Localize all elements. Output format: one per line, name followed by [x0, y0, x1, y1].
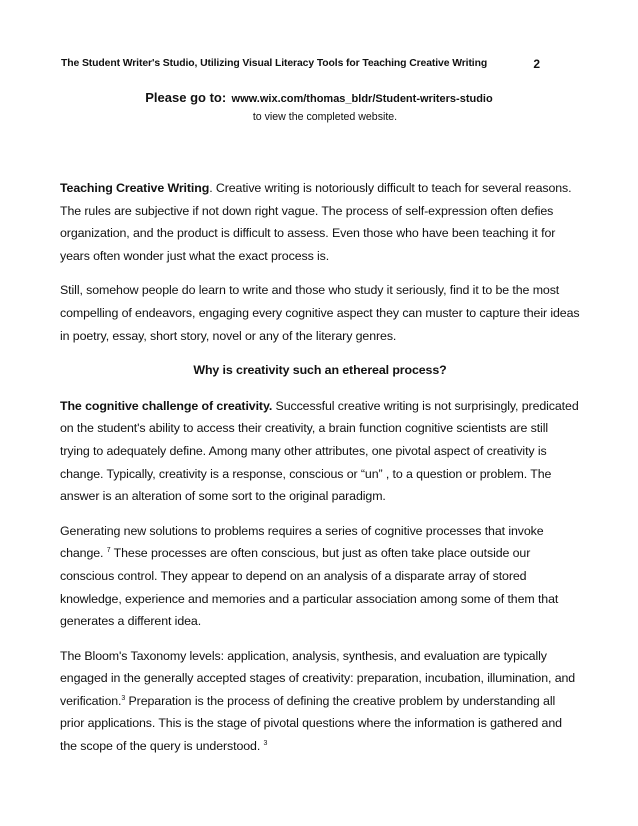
- running-header: [61, 58, 551, 69]
- footnote-ref: 7: [106, 547, 111, 555]
- footnote-ref: 3: [263, 739, 268, 747]
- paragraph-lead: Teaching Creative Writing: [60, 181, 210, 195]
- paragraph-text: Generating new solutions to problems requires a series of cognitive processes that invoke change.: [60, 523, 544, 561]
- page-number: 2: [533, 57, 540, 71]
- paragraph-text: Preparation is the process of defining the creative problem by understanding all prior applications. This is the stage of pivotal questions where the information is gathered and the scope of the query is understood.: [60, 693, 562, 754]
- header-title: The Student Writer's Studio, Utilizing Visual Literacy Tools for Teaching Creative Writing: [61, 58, 488, 69]
- footnote-ref: 3: [121, 694, 126, 702]
- paragraph-text: . Creative writing is notoriously difficult to teach for several reasons. The rules are subjective if not down right vague. The process of self-expression often defies organization, and the product is difficult to assess. Even those who have been teaching it for years often wonder just what the exact process is.: [60, 181, 572, 263]
- body-text: [60, 177, 580, 770]
- paragraph-lead: The cognitive challenge of creativity.: [60, 398, 273, 413]
- paragraph-still-somehow: [60, 279, 580, 347]
- section-heading: Why is creativity such an ethereal process?: [193, 363, 447, 378]
- website-url[interactable]: www.wix.com/thomas_bldr/Student-writers-studio: [231, 93, 493, 105]
- website-reference: [0, 90, 638, 105]
- paragraph-blooms-taxonomy: [60, 645, 580, 758]
- website-note: to view the completed website.: [252, 111, 398, 123]
- paragraph-text: These processes are often conscious, but just as often take place outside our conscious control. They appear to depend on an analysis of a disparate array of stored knowledge, experience and memories and a particular association among some of them that generates a different idea.: [60, 546, 559, 629]
- paragraph-text: Successful creative writing is not surprisingly, predicated on the student's ability to access their creativity, a brain function cognitive scientists are still trying to adequately define. Among many other attributes, one pivotal aspect of creativity is change. Typically, creativity is a response, conscious or “un” , to a question or problem. The answer is an alteration of some sort to the original paradigm.: [60, 398, 579, 504]
- paragraph-teaching-creative-writing: [60, 177, 580, 267]
- paragraph-text: Still, somehow people do learn to write and those who study it seriously, find it to be the most compelling of endeavors, engaging every cognitive aspect they can muster to capture their ideas in poetry, essay, short story, novel or any of the literary genres.: [60, 283, 580, 343]
- paragraph-generating-solutions: [60, 520, 580, 633]
- paragraph-text: The Bloom's Taxonomy levels: application, analysis, synthesis, and evaluation are typically engaged in the generally accepted stages of creativity: preparation, incubation, illumination, and verification.: [60, 648, 576, 708]
- website-label: Please go to:: [145, 90, 227, 105]
- paragraph-cognitive-challenge: [60, 395, 580, 508]
